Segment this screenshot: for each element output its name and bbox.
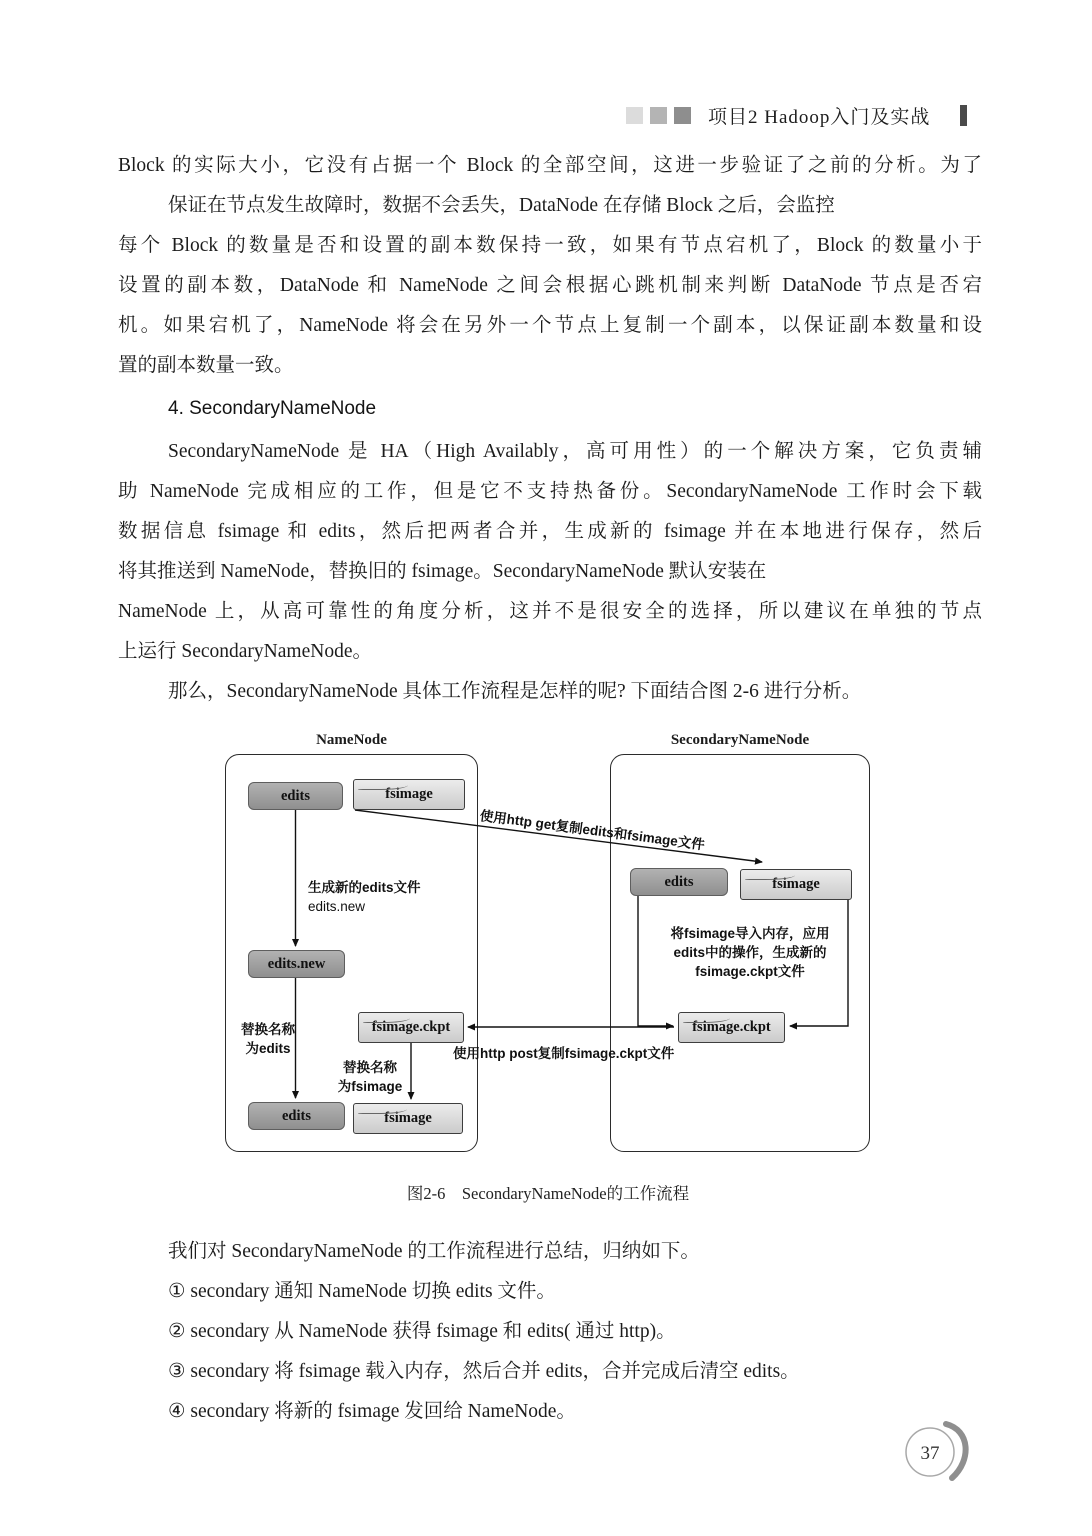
label-line: edits中的操作，生成新的	[673, 945, 827, 960]
text-line: NameNode 上，从高可靠性的角度分析，这并不是很安全的选择，所以建议在单独的节点	[118, 601, 982, 622]
text-line: 将其推送到 NameNode，替换旧的 fsimage。SecondaryNameNode 默认安装在	[118, 561, 767, 582]
text-line: Block 的实际大小，它没有占据一个 Block 的全部空间，这进一步验证了之前的分析。为了	[118, 155, 982, 176]
body-text	[118, 146, 982, 1432]
label-line: 为fsimage	[337, 1079, 403, 1094]
node-edits-bottom: edits	[248, 1102, 345, 1130]
text-line: 我们对 SecondaryNameNode 的工作流程进行总结，归纳如下。	[168, 1241, 700, 1262]
secondarynamenode-title: SecondaryNameNode	[670, 732, 810, 748]
text-line: 上运行 SecondaryNameNode。	[118, 641, 372, 662]
chapter-title: 项目2 Hadoop入门及实战	[708, 107, 931, 128]
node-fsimage-top: fsimage	[353, 779, 465, 810]
paragraph-block-secondarynamenode	[118, 432, 982, 672]
header-square-dark-icon	[674, 107, 691, 124]
text-line: 助 NameNode 完成相应的工作，但是它不支持热备份。SecondaryNameNode 工作时会下载	[118, 481, 982, 502]
page-number-graphic	[900, 1420, 984, 1482]
paragraph-block-lead-in	[118, 672, 982, 712]
label-http-get: 使用http get复制edits和fsimage文件	[479, 808, 706, 853]
node-edits-right: edits	[630, 868, 728, 896]
node-fsimage-ckpt-right: fsimage.ckpt	[678, 1012, 785, 1043]
text-line: ④ secondary 将新的 fsimage 发回给 NameNode。	[168, 1401, 576, 1422]
node-fsimage-bottom: fsimage	[353, 1103, 463, 1134]
text-line: 每个 Block 的数量是否和设置的副本数保持一致，如果有节点宕机了，Block 的数量小于	[118, 235, 982, 256]
label-merge-description	[642, 924, 858, 981]
text-line: ③ secondary 将 fsimage 载入内存，然后合并 edits，合并完成后清空 edits。	[168, 1361, 800, 1382]
paragraph-block-intro	[118, 146, 982, 386]
text-line: 机。如果宕机了，NameNode 将会在另外一个节点上复制一个副本，以保证副本数量和设	[118, 315, 982, 336]
node-fsimage-right: fsimage	[740, 869, 852, 900]
namenode-title: NameNode	[316, 732, 387, 748]
section-heading: 4. SecondaryNameNode	[168, 398, 377, 419]
page-number-badge	[900, 1420, 984, 1487]
text-line: 那么，SecondaryNameNode 具体工作流程是怎样的呢? 下面结合图 2-6 进行分析。	[168, 681, 862, 702]
figure-caption: 图2-6 SecondaryNameNode的工作流程	[406, 1184, 690, 1203]
secondarynamenode-workflow-diagram	[218, 732, 878, 1164]
header-bar-icon	[960, 105, 967, 126]
node-fsimage-ckpt-left: fsimage.ckpt	[358, 1012, 464, 1043]
label-line: 生成新的edits文件	[308, 880, 421, 895]
label-line: 为edits	[245, 1041, 291, 1056]
text-line: ② secondary 从 NameNode 获得 fsimage 和 edits( 通过 http)。	[168, 1321, 676, 1342]
label-line: 替换名称	[241, 1022, 295, 1037]
figure-2-6	[218, 732, 878, 1164]
text-line: 数据信息 fsimage 和 edits，然后把两者合并，生成新的 fsimage 并在本地进行保存，然后	[118, 521, 982, 542]
text-line: 置的副本数量一致。	[118, 355, 294, 376]
summary-block	[118, 1232, 982, 1432]
label-generate-edits	[308, 878, 421, 916]
text-line: 设置的副本数，DataNode 和 NameNode 之间会根据心跳机制来判断 DataNode 节点是否宕	[118, 275, 982, 296]
page-number: 37	[920, 1443, 940, 1464]
text-line: ① secondary 通知 NameNode 切换 edits 文件。	[168, 1281, 556, 1302]
text-line: 保证在节点发生故障时，数据不会丢失，DataNode 在存储 Block 之后，会监控	[168, 195, 835, 216]
node-edits-new: edits.new	[248, 950, 345, 978]
label-http-post: 使用http post复制fsimage.ckpt文件	[453, 1046, 675, 1061]
label-rename-to-edits	[232, 1020, 304, 1058]
header-square-light-icon	[626, 107, 643, 124]
header-square-medium-icon	[650, 107, 667, 124]
label-line: 将fsimage导入内存，应用	[670, 926, 830, 941]
label-rename-to-fsimage	[330, 1058, 410, 1096]
node-edits-top: edits	[248, 782, 343, 810]
label-line: fsimage.ckpt文件	[695, 964, 805, 979]
label-line: edits.new	[308, 899, 366, 914]
page-header	[626, 102, 967, 129]
text-line: SecondaryNameNode 是 HA（High Availably，高可用性）的一个解决方案，它负责辅	[168, 441, 982, 462]
label-line: 替换名称	[343, 1060, 397, 1075]
